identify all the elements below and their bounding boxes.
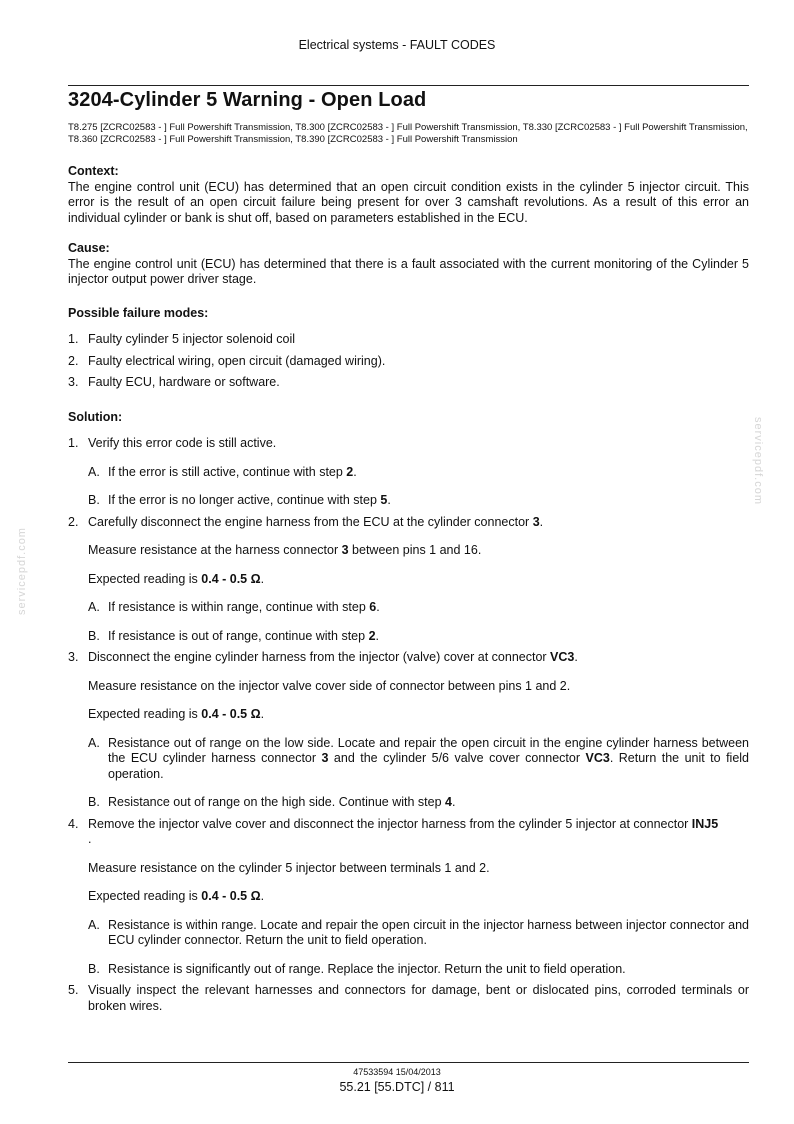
step-option-a: A. If resistance is within range, continue with step 6.: [88, 600, 380, 614]
step-text: Disconnect the engine cylinder harness from the injector (valve) cover at connector VC3.: [88, 650, 578, 664]
step-expected: Expected reading is 0.4 - 0.5 Ω.: [88, 707, 265, 721]
step-number: 3.: [68, 650, 79, 664]
step-number: 5.: [68, 983, 79, 997]
list-item: [68, 375, 749, 391]
cause-text: The engine control unit (ECU) has determined that there is a fault associated with the current monitoring of the Cylinder 5 injector output power driver stage.: [68, 256, 749, 286]
step-expected: Expected reading is 0.4 - 0.5 Ω.: [88, 889, 265, 903]
footer-rule: [68, 1062, 749, 1063]
footer-page-number: 55.21 [55.DTC] / 811: [339, 1080, 455, 1094]
step-measure: Measure resistance at the harness connector 3 between pins 1 and 16.: [88, 543, 482, 557]
solution-steps: [68, 436, 749, 1014]
watermark-right: servicepdf.com: [752, 417, 764, 505]
page-header: Electrical systems - FAULT CODES: [298, 38, 496, 52]
step-option-b: B. Resistance is significantly out of range. Replace the injector. Return the unit to field operation.: [88, 961, 626, 976]
step-option-b: B. Resistance out of range on the high side. Continue with step 4.: [88, 795, 456, 809]
step-measure: Measure resistance on the injector valve cover side of connector between pins 1 and 2.: [88, 678, 571, 693]
step-expected: Expected reading is 0.4 - 0.5 Ω.: [88, 571, 265, 586]
page-title: 3204-Cylinder 5 Warning - Open Load: [68, 89, 427, 111]
failure-modes-heading: Possible failure modes:: [68, 305, 209, 320]
watermark-left: servicepdf.com: [16, 527, 28, 615]
list-item: [68, 332, 749, 348]
step-number: 1.: [68, 436, 79, 450]
step-number: 2.: [68, 514, 79, 529]
step-option-a: A. Resistance is within range. Locate and repair the open circuit in the injector harness between injector connector and ECU cylinder connector. Return the unit to field operation.: [88, 917, 749, 947]
context-heading: Context:: [68, 164, 119, 178]
solution-step-1: [68, 436, 749, 509]
solution-step-2: [68, 515, 749, 645]
list-item: [68, 354, 749, 370]
applicable-models: T8.275 [ZCRC02583 - ] Full Powershift Transmission, T8.300 [ZCRC02583 - ] Full Powershift Transmission, T8.330 [ZCRC02583 - ] Full Powershift Transmission, T8.360 [ZCRC02583 - ] Full Powershift Transmission, T8.390 [ZCRC02583 - ] Full Powershift Transmission: [68, 122, 748, 145]
step-option-a: A. Resistance out of range on the low side. Locate and repair the open circuit in the engine cylinder harness between the ECU cylinder harness connector 3 and the cylinder 5/6 valve cover connector VC3. Return the unit to field operation.: [88, 735, 749, 781]
list-number: 2.: [68, 353, 79, 368]
list-number: 3.: [68, 375, 79, 389]
step-text: Remove the injector valve cover and disconnect the injector harness from the cylinder 5 injector at connector INJ5 .: [88, 816, 719, 846]
step-text: Carefully disconnect the engine harness from the ECU at the cylinder connector 3.: [88, 514, 544, 529]
header-rule: [68, 85, 749, 86]
step-option-b: B. If the error is no longer active, continue with step 5.: [88, 493, 391, 507]
list-text: Faulty ECU, hardware or software.: [88, 375, 280, 389]
failure-modes-list: [68, 332, 749, 391]
context-section: [68, 164, 749, 226]
solution-heading: Solution:: [68, 409, 123, 424]
cause-heading: Cause:: [68, 241, 110, 255]
footer-document-code: 47533594 15/04/2013: [353, 1067, 441, 1077]
step-text: Verify this error code is still active.: [88, 436, 277, 450]
step-text: Visually inspect the relevant harnesses and connectors for damage, bent or dislocated pins, corroded terminals or broken wires.: [88, 983, 749, 1013]
fault-content: [68, 164, 749, 1020]
step-option-b: B. If resistance is out of range, continue with step 2.: [88, 628, 379, 643]
step-measure: Measure resistance on the cylinder 5 injector between terminals 1 and 2.: [88, 860, 490, 875]
list-text: Faulty cylinder 5 injector solenoid coil: [88, 332, 296, 346]
solution-step-4: [68, 817, 749, 978]
step-option-a: A. If the error is still active, continue with step 2.: [88, 464, 357, 479]
context-text: The engine control unit (ECU) has determined that an open circuit condition exists in the cylinder 5 injector circuit. This error is the result of an open circuit failure being present for over 3 camshaft revolutions. As a result of this error an individual cylinder or bank is shut off, based on parameters established in the ECU.: [68, 179, 749, 225]
cause-section: [68, 241, 749, 288]
list-number: 1.: [68, 332, 79, 346]
list-text: Faulty electrical wiring, open circuit (damaged wiring).: [88, 353, 386, 368]
solution-step-5: [68, 983, 749, 1014]
step-number: 4.: [68, 816, 79, 831]
solution-step-3: [68, 650, 749, 811]
